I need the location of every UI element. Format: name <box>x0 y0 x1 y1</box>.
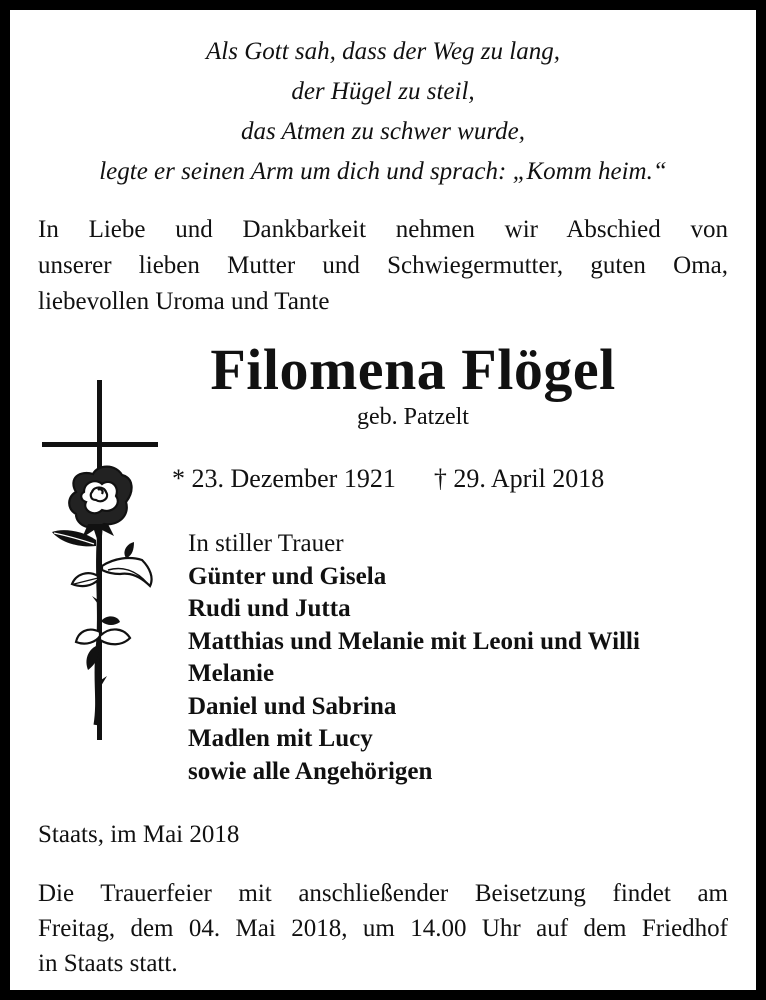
mourner-name: Günter und Gisela <box>188 562 387 590</box>
mourner-name: sowie alle Angehörigen <box>188 757 433 785</box>
intro-line: liebevollen Uroma und Tante <box>38 288 330 315</box>
funeral-info <box>38 876 728 981</box>
birth-date: * 23. Dezember 1921 <box>172 464 396 493</box>
funeral-line: Freitag, dem 04. Mai 2018, um 14.00 Uhr auf dem Friedhof <box>38 915 728 942</box>
poem-line: der Hügel zu steil, <box>291 78 475 105</box>
mourner-name: Daniel und Sabrina <box>188 692 397 720</box>
cross-with-rose-icon <box>38 380 158 750</box>
maiden-name: geb. Patzelt <box>357 404 469 430</box>
funeral-line: in Staats statt. <box>38 950 178 977</box>
mourner-name: Madlen mit Lucy <box>188 725 373 752</box>
poem-line: legte er seinen Arm um dich und sprach: „Komm heim.“ <box>99 158 667 185</box>
intro-line: unserer lieben Mutter und Schwiegermutter, guten Oma, <box>38 252 728 279</box>
mourner-name: Matthias und Melanie mit Leoni und Willi <box>188 627 640 655</box>
deceased-name: Filomena Flögel <box>210 337 616 402</box>
intro-text <box>38 212 728 320</box>
poem <box>10 32 756 192</box>
poem-line: Als Gott sah, dass der Weg zu lang, <box>206 38 560 65</box>
intro-line: In Liebe und Dankbarkeit nehmen wir Abschied von <box>38 216 728 243</box>
mourners-heading: In stiller Trauer <box>188 530 344 557</box>
poem-line: das Atmen zu schwer wurde, <box>240 118 526 145</box>
obituary-notice <box>10 10 756 990</box>
place-and-date: Staats, im Mai 2018 <box>38 821 240 848</box>
death-date: † 29. April 2018 <box>433 464 605 493</box>
funeral-line: Die Trauerfeier mit anschließender Beisetzung findet am <box>38 880 728 907</box>
mourner-name: Melanie <box>188 660 275 687</box>
mourner-name: Rudi und Jutta <box>188 595 351 622</box>
life-dates <box>172 462 604 496</box>
mourners-block <box>188 528 640 788</box>
